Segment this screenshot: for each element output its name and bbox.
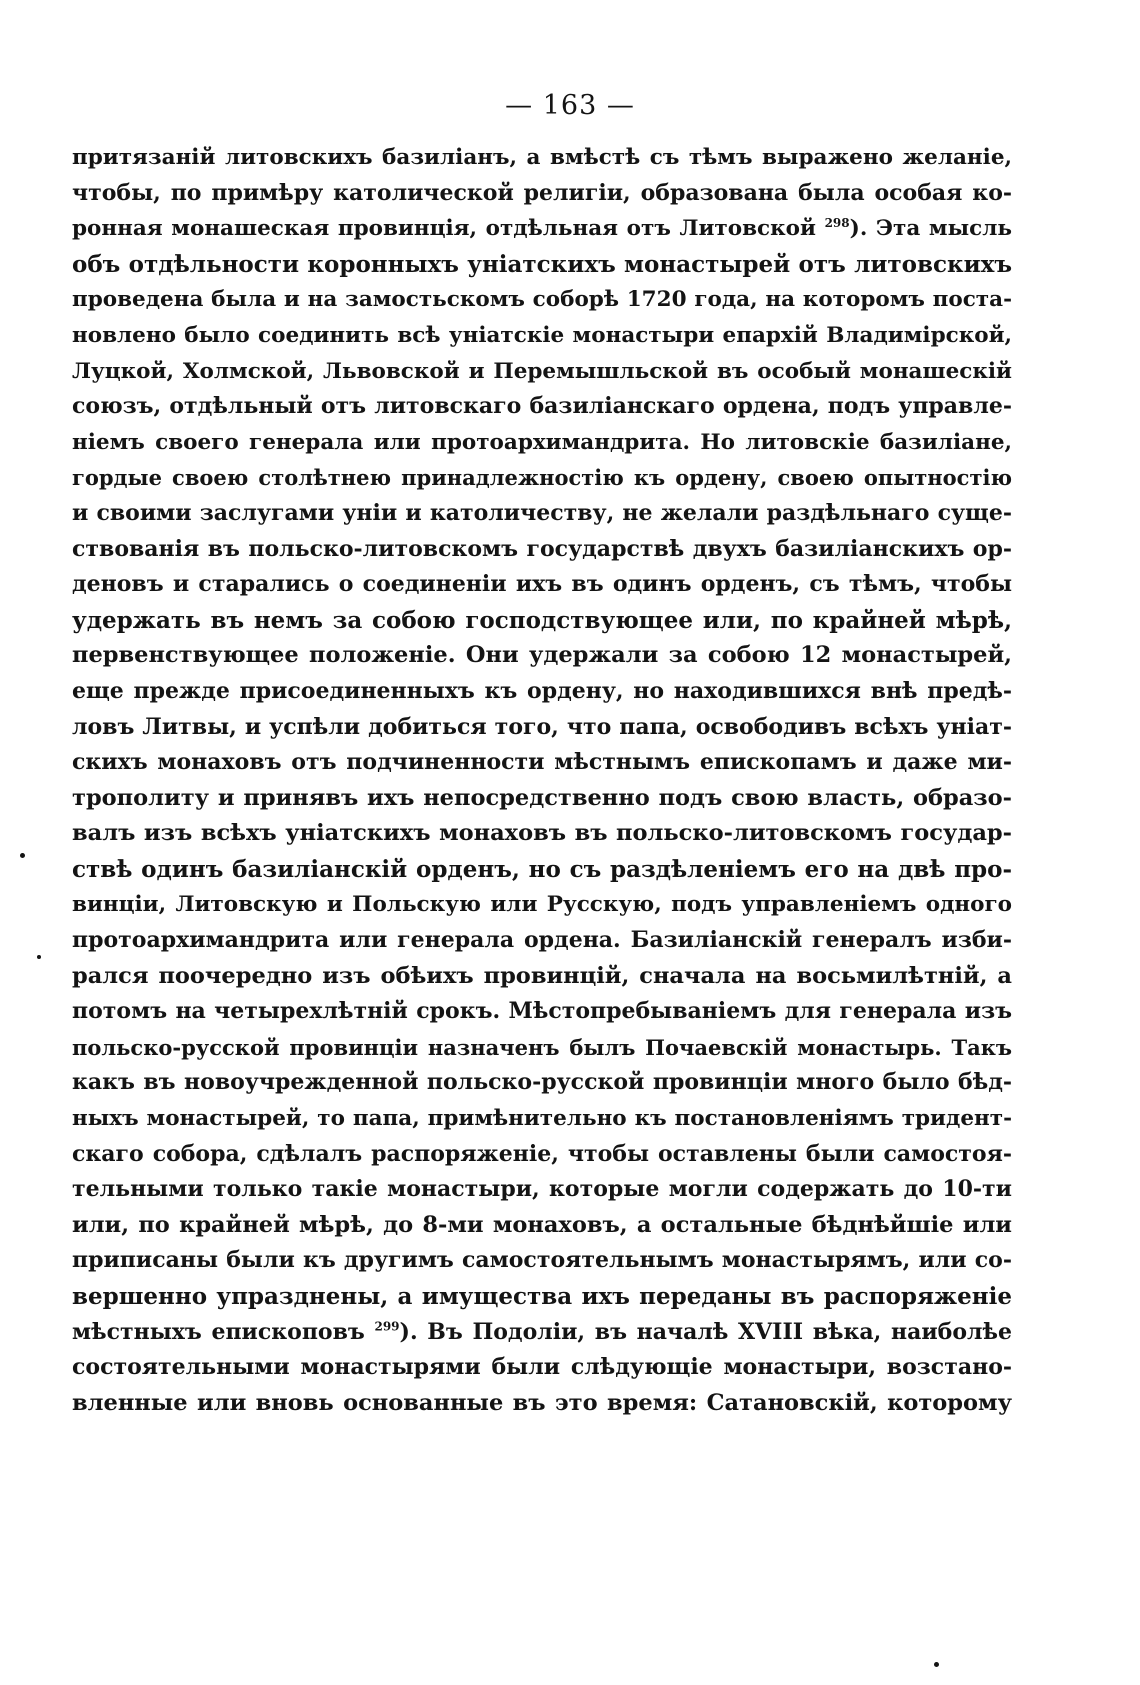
text-line-content: удержать въ немъ за собою господствующее или, по крайней мѣрѣ, <box>72 606 1012 634</box>
text-line-continuation: ). Эта мысль <box>849 216 1012 242</box>
text-line <box>72 1172 1012 1208</box>
footnote-marker: 299 <box>374 1319 400 1334</box>
text-line-content: валъ изъ всѣхъ уніатскихъ монаховъ въ польско-литовскомъ государ- <box>72 820 1012 847</box>
footnote-marker: 298 <box>824 216 850 231</box>
text-line-content: состоятельными монастырями были слѣдующіе монастыри, возстано- <box>72 1354 1012 1381</box>
page-number: — 163 — <box>505 90 635 121</box>
print-speck <box>20 853 25 858</box>
text-line-content: винціи, Литовскую и Польскую или Русскую, подъ управленіемъ одного <box>72 892 1012 918</box>
print-speck <box>37 955 41 959</box>
text-line-content: тельными только такіе монастыри, которые могли содержать до 10-ти <box>72 1176 1012 1203</box>
text-line-content: какъ въ новоучрежденной польско-русской провинціи много было бѣд- <box>72 1069 1012 1096</box>
text-line <box>72 638 1012 674</box>
text-line <box>72 211 1012 247</box>
text-line <box>72 1137 1012 1173</box>
text-line <box>72 674 1012 710</box>
text-line <box>72 603 1012 639</box>
text-line-content: рался поочередно изъ обѣихъ провинцій, сначала на восьмилѣтній, а <box>72 962 1012 989</box>
text-line-content: польско-русской провинціи назначенъ былъ Почаевскій монастырь. Такъ <box>72 1034 1012 1060</box>
text-line <box>72 994 1012 1030</box>
text-line-content: гордые своею столѣтнею принадлежностію къ ордену, своею опытностію <box>72 465 1012 491</box>
text-line-content: деновъ и старались о соединеніи ихъ въ одинъ орденъ, съ тѣмъ, чтобы <box>72 571 1012 598</box>
text-line <box>72 496 1012 532</box>
text-line <box>72 247 1012 283</box>
text-line-content: чтобы, по примѣру католической религіи, образована была особая ко- <box>72 179 1012 206</box>
text-line <box>72 1065 1012 1101</box>
text-line <box>72 923 1012 959</box>
text-line <box>72 1030 1012 1066</box>
text-line <box>72 1315 1012 1351</box>
text-line-content: Луцкой, Холмской, Львовской и Перемышльской въ особый монашескій <box>72 358 1012 384</box>
text-line-content: притязаній литовскихъ базиліанъ, а вмѣстѣ съ тѣмъ выражено желаніе, <box>72 145 1012 170</box>
text-line <box>72 567 1012 603</box>
text-line <box>72 425 1012 461</box>
text-line-content: вленные или вновь основанные въ это время: Сатановскій, которому <box>72 1389 1012 1416</box>
text-line <box>72 710 1012 746</box>
text-line <box>72 318 1012 354</box>
text-line <box>72 1101 1012 1137</box>
body-text <box>72 140 1012 1421</box>
text-line <box>72 176 1012 212</box>
text-line-content: или, по крайней мѣрѣ, до 8-ми монаховъ, а остальные бѣднѣйшіе или <box>72 1211 1012 1238</box>
text-line <box>72 140 1012 176</box>
text-line-content: ніемъ своего генерала или протоархимандрита. Но литовскіе базиліане, <box>72 429 1012 455</box>
text-line <box>72 745 1012 781</box>
text-line-content: мѣстныхъ епископовъ <box>72 1318 375 1345</box>
text-line <box>72 282 1012 318</box>
text-line <box>72 1243 1012 1279</box>
print-speck <box>934 1662 939 1667</box>
text-line-content: потомъ на четырехлѣтній срокъ. Мѣстопребываніемъ для генерала изъ <box>72 998 1012 1025</box>
text-line-content: союзъ, отдѣльный отъ литовскаго базиліанскаго ордена, подъ управле- <box>72 393 1012 420</box>
text-line-continuation: ). Въ Подоліи, въ началѣ XVIII вѣка, наиболѣе <box>399 1318 1012 1345</box>
text-line-content: ловъ Литвы, и успѣли добиться того, что папа, освободивъ всѣхъ уніат- <box>72 713 1012 740</box>
text-line <box>72 887 1012 923</box>
text-line-content: новлено было соединить всѣ уніатскіе монастыри епархій Владимірской, <box>72 322 1012 348</box>
text-line-content: ствованія въ польско-литовскомъ государствѣ двухъ базиліанскихъ ор- <box>72 535 1012 562</box>
text-line <box>72 532 1012 568</box>
text-line-content: скаго собора, сдѣлалъ распоряженіе, чтобы оставлены были самостоя- <box>72 1140 1012 1167</box>
text-line <box>72 1279 1012 1315</box>
text-line-content: и своими заслугами уніи и католичеству, не желали раздѣльнаго суще- <box>72 499 1012 526</box>
text-line-content: ронная монашеская провинція, отдѣльная отъ Литовской <box>72 216 825 242</box>
text-line <box>72 1386 1012 1422</box>
text-line <box>72 816 1012 852</box>
text-line <box>72 1208 1012 1244</box>
text-line-content: вершенно упразднены, а имущества ихъ переданы въ распоряженіе <box>72 1283 1012 1310</box>
text-line-content: скихъ монаховъ отъ подчиненности мѣстнымъ епископамъ и даже ми- <box>72 749 1012 776</box>
text-line-content: объ отдѣльности коронныхъ уніатскихъ монастырей отъ литовскихъ <box>72 250 1012 278</box>
text-line <box>72 959 1012 995</box>
text-line-content: трополиту и принявъ ихъ непосредственно подъ свою власть, образо- <box>72 784 1012 811</box>
text-line-content: приписаны были къ другимъ самостоятельнымъ монастырямъ, или со- <box>72 1247 1012 1274</box>
text-line <box>72 460 1012 496</box>
text-line <box>72 781 1012 817</box>
text-line <box>72 1350 1012 1386</box>
text-line-content: проведена была и на замостьскомъ соборѣ 1720 года, на которомъ поста- <box>72 287 1012 313</box>
text-line-content: ныхъ монастырей, то папа, примѣнительно къ постановленіямъ тридент- <box>72 1106 1012 1132</box>
text-line <box>72 354 1012 390</box>
text-line-content: первенствующее положеніе. Они удержали за собою 12 монастырей, <box>72 642 1012 669</box>
text-line-content: еще прежде присоединенныхъ къ ордену, но находившихся внѣ предѣ- <box>72 677 1012 704</box>
text-line <box>72 852 1012 888</box>
text-line-content: ствѣ одинъ базиліанскій орденъ, но съ раздѣленіемъ его на двѣ про- <box>72 855 1012 883</box>
text-line-content: протоархимандрита или генерала ордена. Базиліанскій генералъ изби- <box>72 927 1012 954</box>
text-line <box>72 389 1012 425</box>
